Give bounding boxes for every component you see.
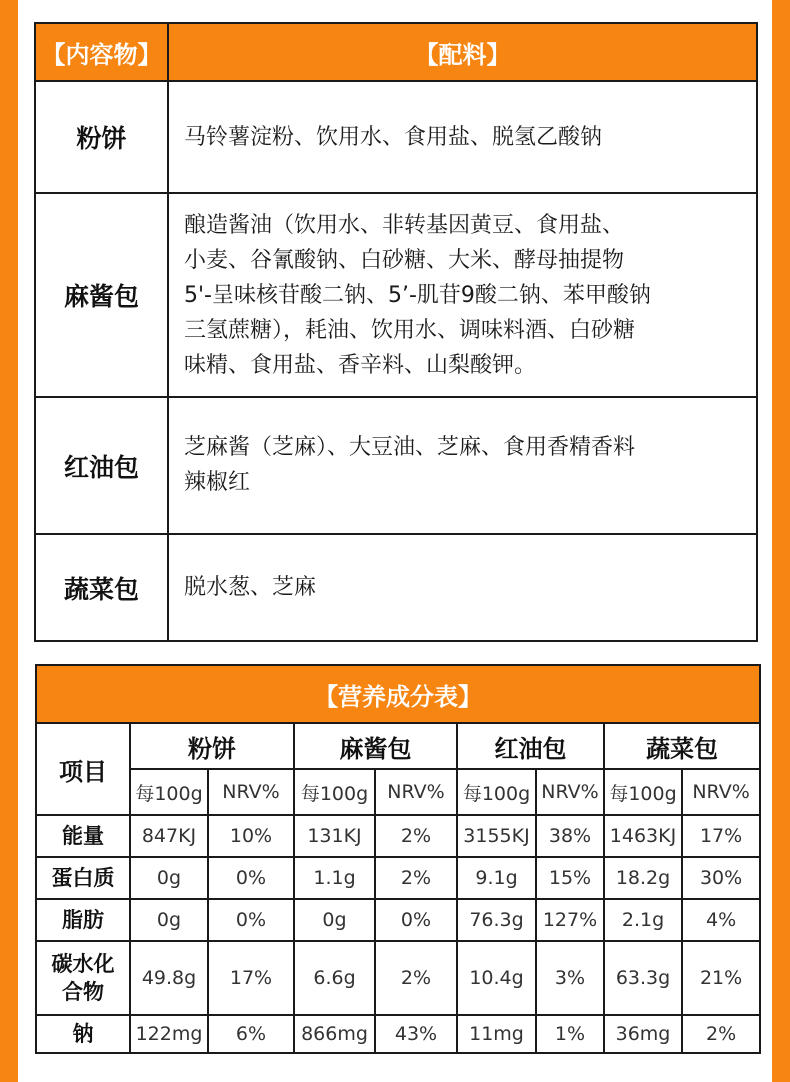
product-name: 麻酱包 [35,193,168,397]
nutrient-name [36,857,130,899]
ingredient-line: 马铃薯淀粉、饮用水、食用盐、脱氢乙酸钠 [184,124,603,150]
value-cell: 1.1g [294,857,375,899]
ingredient-line: 脱水葱、芝麻 [184,575,317,600]
value-cell: 0% [375,899,457,941]
nrv-header: NRV% [375,769,457,815]
product-header-hongyoubao: 红油包 [457,723,604,769]
ingredient-row-fenbing [35,81,757,193]
ingredient-description [168,397,757,534]
nrv-header: NRV% [682,769,760,815]
product-header-majiangbao: 麻酱包 [294,723,457,769]
ingredient-row-majiangbao [35,193,757,397]
value-cell: 2% [682,1015,760,1053]
value-cell: 122mg [130,1015,208,1053]
value-cell: 131KJ [294,815,375,857]
value-cell: 17% [682,815,760,857]
ingredients-table [34,22,758,642]
value-cell: 6.6g [294,941,375,1015]
nutrition-title: 【营养成分表】 [36,665,760,723]
nrv-header: NRV% [536,769,604,815]
nutrient-row-carbohydrate [36,941,760,1015]
value-cell: 18.2g [604,857,682,899]
value-cell: 4% [682,899,760,941]
nutrient-name [36,941,130,1015]
value-cell: 21% [682,941,760,1015]
nutrition-table [35,664,761,1054]
value-cell: 10.4g [457,941,536,1015]
nrv-header: NRV% [208,769,294,815]
ingredient-line: 酿造酱油（饮用水、非转基因黄豆、食用盐、 [184,212,625,238]
ingredient-description [168,193,757,397]
nutrition-title-row [36,665,760,723]
value-cell: 11mg [457,1015,536,1053]
value-cell: 847KJ [130,815,208,857]
nutrient-name-line: 碳水化 [51,952,115,976]
product-header-fenbing: 粉饼 [130,723,294,769]
ingredient-row-hongyoubao [35,397,757,534]
value-cell: 1463KJ [604,815,682,857]
value-cell: 17% [208,941,294,1015]
value-cell: 0% [208,857,294,899]
nutrient-name [36,815,130,857]
ingredients-header: 【配料】 [168,23,757,81]
ingredient-line: 味精、食用盐、香辛料、山梨酸钾。 [184,352,537,378]
nutrient-row-protein [36,857,760,899]
per-100g-header: 每100g [604,769,682,815]
ingredient-description [168,534,757,641]
value-cell: 2% [375,815,457,857]
per-100g-header: 每100g [457,769,536,815]
nutrient-name-line: 蛋白质 [51,866,115,890]
ingredient-description [168,81,757,193]
value-cell: 0% [208,899,294,941]
value-cell: 63.3g [604,941,682,1015]
value-cell: 43% [375,1015,457,1053]
ingredient-line: 小麦、谷氰酸钠、白砂糖、大米、酵母抽提物 [184,247,625,273]
value-cell: 0g [130,857,208,899]
value-cell: 36mg [604,1015,682,1053]
ingredient-line: 三氢蔗糖），耗油、饮用水、调味料酒、白砂糖 [184,317,636,343]
nutrient-name-line: 合物 [62,980,104,1004]
per-100g-header: 每100g [294,769,375,815]
product-header-shucaibao: 蔬菜包 [604,723,760,769]
value-cell: 76.3g [457,899,536,941]
value-cell: 6% [208,1015,294,1053]
value-cell: 30% [682,857,760,899]
ingredient-line: 芝麻酱（芝麻）、大豆油、芝麻、食用香精香料 [184,435,636,460]
nutrient-row-energy [36,815,760,857]
ingredients-header-row [35,23,757,81]
ingredient-row-shucaibao [35,534,757,641]
value-cell: 2% [375,941,457,1015]
sub-header-row [36,769,760,815]
nutrient-row-fat [36,899,760,941]
value-cell: 10% [208,815,294,857]
value-cell: 0g [130,899,208,941]
product-name: 粉饼 [35,81,168,193]
nutrient-row-sodium [36,1015,760,1053]
value-cell: 2% [375,857,457,899]
value-cell: 0g [294,899,375,941]
item-header: 项目 [36,723,130,815]
contents-header: 【内容物】 [35,23,168,81]
ingredient-line: 辣椒红 [184,470,251,495]
value-cell: 1% [536,1015,604,1053]
per-100g-header: 每100g [130,769,208,815]
value-cell: 38% [536,815,604,857]
ingredient-line: 5'-呈味核苷酸二钠、5’-肌苷9酸二钠、苯甲酸钠 [184,282,651,308]
value-cell: 9.1g [457,857,536,899]
product-name: 红油包 [35,397,168,534]
nutrient-name [36,899,130,941]
value-cell: 2.1g [604,899,682,941]
nutrient-name-line: 脂肪 [62,908,104,932]
value-cell: 866mg [294,1015,375,1053]
value-cell: 15% [536,857,604,899]
value-cell: 127% [536,899,604,941]
nutrient-name [36,1015,130,1053]
nutrient-name-line: 能量 [62,824,104,848]
value-cell: 3155KJ [457,815,536,857]
nutrient-name-line: 钠 [72,1022,94,1046]
value-cell: 49.8g [130,941,208,1015]
product-header-row [36,723,760,769]
value-cell: 3% [536,941,604,1015]
product-name: 蔬菜包 [35,534,168,641]
